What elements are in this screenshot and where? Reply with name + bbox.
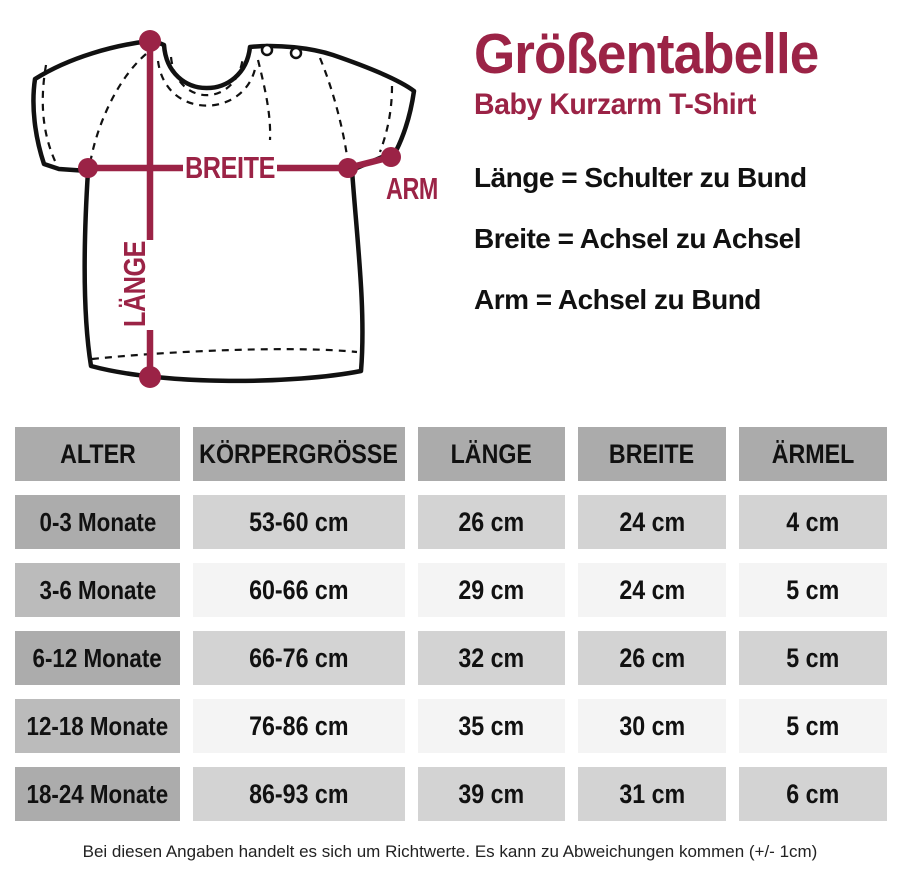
page-subtitle: Baby Kurzarm T-Shirt xyxy=(474,88,756,121)
column-header-5: ÄRMEL xyxy=(739,427,887,481)
table-row-4-age: 12-18 Monate xyxy=(15,699,180,753)
left-armpit-dot xyxy=(78,158,98,178)
laenge-label: LÄNGE xyxy=(117,221,152,327)
table-row-2-age: 3-6 Monate xyxy=(15,563,180,617)
column-header-2: KÖRPERGRÖSSE xyxy=(193,427,405,481)
size-table xyxy=(15,427,887,821)
table-row-4-value-3: 35 cm xyxy=(418,699,565,753)
measurement-definitions xyxy=(474,162,894,345)
table-row-1-value-2: 53-60 cm xyxy=(193,495,405,549)
table-row-2-value-5: 5 cm xyxy=(739,563,887,617)
table-row-3-value-5: 5 cm xyxy=(739,631,887,685)
table-row-1-age: 0-3 Monate xyxy=(15,495,180,549)
title-block xyxy=(474,22,894,122)
definition-breite: Breite = Achsel zu Achsel xyxy=(474,223,801,254)
table-row-3-value-2: 66-76 cm xyxy=(193,631,405,685)
column-header-1: ALTER xyxy=(15,427,180,481)
tshirt-diagram xyxy=(0,0,460,420)
table-row-1-value-5: 4 cm xyxy=(739,495,887,549)
table-row-4-value-5: 5 cm xyxy=(739,699,887,753)
arm-label: ARM xyxy=(386,171,438,206)
sleeve-cuff-dot xyxy=(381,147,401,167)
hem-dot xyxy=(139,366,161,388)
snap-button xyxy=(291,48,301,58)
definition-arm: Arm = Achsel zu Bund xyxy=(474,284,761,315)
table-row-1-value-3: 26 cm xyxy=(418,495,565,549)
right-armpit-dot xyxy=(338,158,358,178)
table-row-3-value-3: 32 cm xyxy=(418,631,565,685)
tshirt-outline xyxy=(33,41,414,381)
page-title: Größentabelle xyxy=(474,22,819,86)
table-row-2-value-3: 29 cm xyxy=(418,563,565,617)
column-header-4: BREITE xyxy=(578,427,726,481)
disclaimer-note: Bei diesen Angaben handelt es sich um Richtwerte. Es kann zu Abweichungen kommen (+/- 1cm) xyxy=(82,842,818,861)
breite-label: BREITE xyxy=(185,150,275,185)
table-row-2-value-4: 24 cm xyxy=(578,563,726,617)
snap-button xyxy=(262,45,272,55)
table-row-3-value-4: 26 cm xyxy=(578,631,726,685)
table-row-5-value-3: 39 cm xyxy=(418,767,565,821)
table-row-5-value-4: 31 cm xyxy=(578,767,726,821)
table-row-5-value-2: 86-93 cm xyxy=(193,767,405,821)
table-row-3-age: 6-12 Monate xyxy=(15,631,180,685)
table-row-4-value-2: 76-86 cm xyxy=(193,699,405,753)
definition-laenge: Länge = Schulter zu Bund xyxy=(474,162,807,193)
table-row-2-value-2: 60-66 cm xyxy=(193,563,405,617)
column-header-3: LÄNGE xyxy=(418,427,565,481)
table-row-5-value-5: 6 cm xyxy=(739,767,887,821)
table-row-1-value-4: 24 cm xyxy=(578,495,726,549)
shoulder-dot xyxy=(139,30,161,52)
table-row-5-age: 18-24 Monate xyxy=(15,767,180,821)
table-row-4-value-4: 30 cm xyxy=(578,699,726,753)
